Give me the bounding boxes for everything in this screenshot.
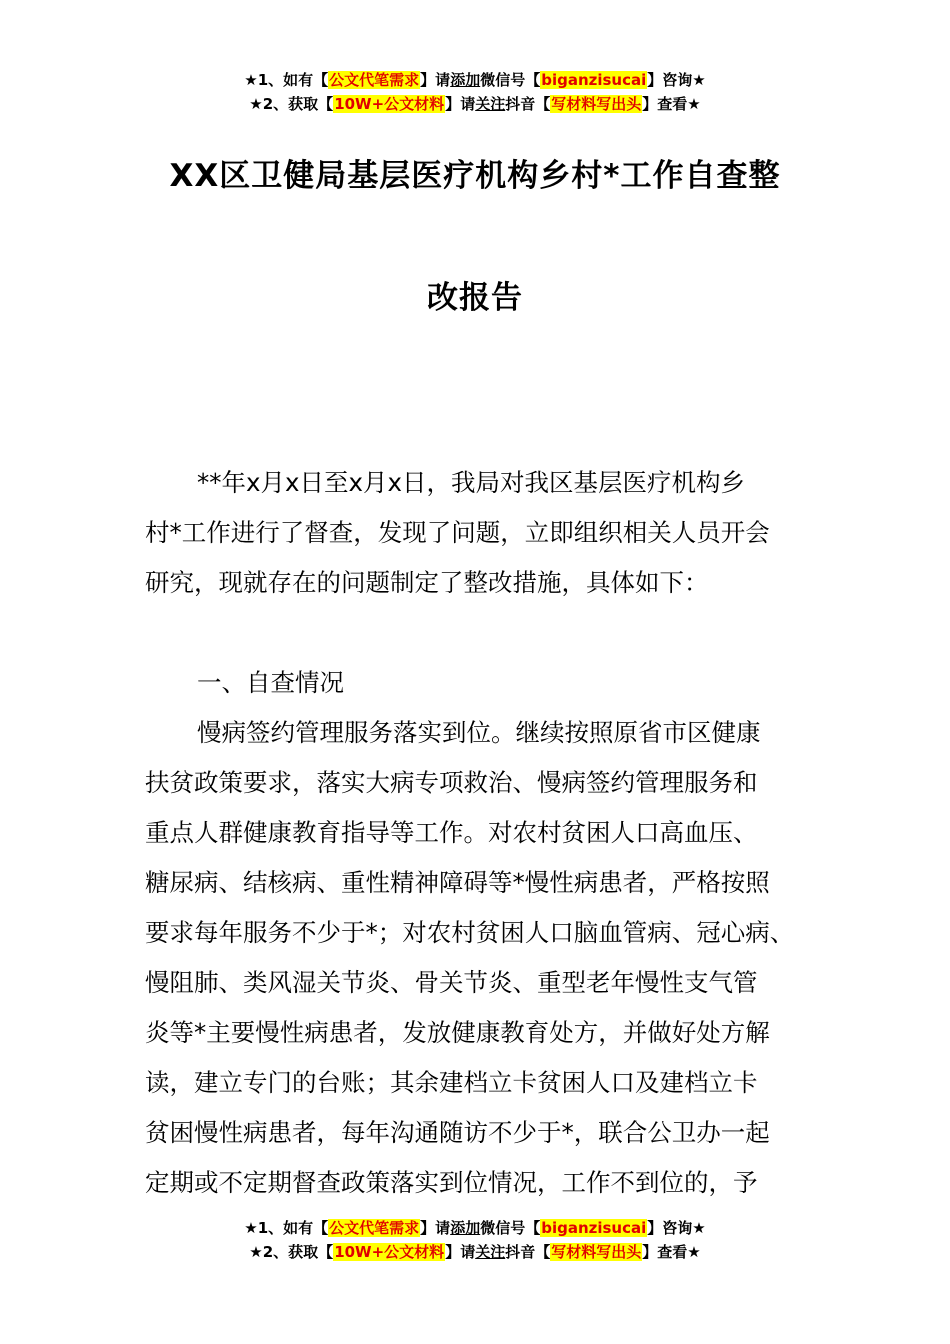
paragraph-line: 重点人群健康教育指导等工作。对农村贫困人口高血压、: [145, 818, 758, 847]
promo-text: 】请: [420, 1219, 451, 1237]
promo-highlight: biganzisucai: [541, 71, 647, 89]
promo-highlight: 10W+公文材料: [334, 1243, 445, 1261]
paragraph-line: 读，建立专门的台账；其余建档立卡贫困人口及建档立卡: [145, 1068, 758, 1097]
intro-paragraph: [145, 466, 815, 616]
promo-text: ★2、获取【: [249, 95, 334, 113]
promo-underline: 添加: [450, 1219, 481, 1237]
paragraph-line: 贫困慢性病患者，每年沟通随访不少于*，联合公卫办一起: [145, 1118, 770, 1147]
section-heading: [145, 666, 815, 716]
promo-text: 】咨询★: [647, 1219, 706, 1237]
promo-underline: 关注: [475, 95, 506, 113]
promo-line-1: [0, 1216, 950, 1240]
paragraph-line: 村*工作进行了督查，发现了问题，立即组织相关人员开会: [145, 518, 770, 547]
section-heading-text: 一、自查情况: [197, 668, 344, 697]
promo-text: ★1、如有【: [244, 71, 329, 89]
document-title-line-1: XX区卫健局基层医疗机构乡村*工作自查整: [169, 158, 781, 194]
promo-banner-bottom: [0, 1216, 950, 1264]
promo-highlight: 公文代笔需求: [329, 1219, 420, 1237]
promo-highlight: 写材料写出头: [551, 1243, 642, 1261]
promo-line-1: [0, 68, 950, 92]
promo-text: 】咨询★: [647, 71, 706, 89]
paragraph-line: 定期或不定期督查政策落实到位情况，工作不到位的，予: [145, 1168, 758, 1197]
paragraph-line: 扶贫政策要求，落实大病专项救治、慢病签约管理服务和: [145, 768, 758, 797]
promo-line-2: [0, 1240, 950, 1264]
promo-highlight: biganzisucai: [541, 1219, 647, 1237]
promo-text: 】查看★: [642, 1243, 701, 1261]
paragraph-line: 要求每年服务不少于*；对农村贫困人口脑血管病、冠心病、: [145, 918, 795, 947]
paragraph-line: 炎等*主要慢性病患者，发放健康教育处方，并做好处方解: [145, 1018, 770, 1047]
document-title-line-2: 改报告: [427, 280, 523, 316]
paragraph-line: 糖尿病、结核病、重性精神障碍等*慢性病患者，严格按照: [145, 868, 770, 897]
promo-highlight: 公文代笔需求: [329, 71, 420, 89]
promo-highlight: 10W+公文材料: [334, 95, 445, 113]
section-paragraph: [145, 716, 815, 1216]
paragraph-line: **年x月x日至x月x日，我局对我区基层医疗机构乡: [197, 468, 745, 497]
paragraph-line: 慢阻肺、类风湿关节炎、骨关节炎、重型老年慢性支气管: [145, 968, 758, 997]
paragraph-line: 慢病签约管理服务落实到位。继续按照原省市区健康: [197, 718, 761, 747]
promo-text: ★1、如有【: [244, 1219, 329, 1237]
promo-banner-top: [0, 68, 950, 116]
promo-underline: 关注: [475, 1243, 506, 1261]
promo-text: ★2、获取【: [249, 1243, 334, 1261]
promo-highlight: 写材料写出头: [551, 95, 642, 113]
promo-text: 】请: [445, 1243, 476, 1261]
promo-text: 微信号【: [480, 71, 541, 89]
promo-text: 抖音【: [505, 1243, 551, 1261]
promo-text: 】请: [445, 95, 476, 113]
promo-text: 】查看★: [642, 95, 701, 113]
promo-underline: 添加: [450, 71, 481, 89]
promo-line-2: [0, 92, 950, 116]
promo-text: 抖音【: [505, 95, 551, 113]
paragraph-line: 研究，现就存在的问题制定了整改措施，具体如下：: [145, 568, 709, 597]
promo-text: 微信号【: [480, 1219, 541, 1237]
promo-text: 】请: [420, 71, 451, 89]
